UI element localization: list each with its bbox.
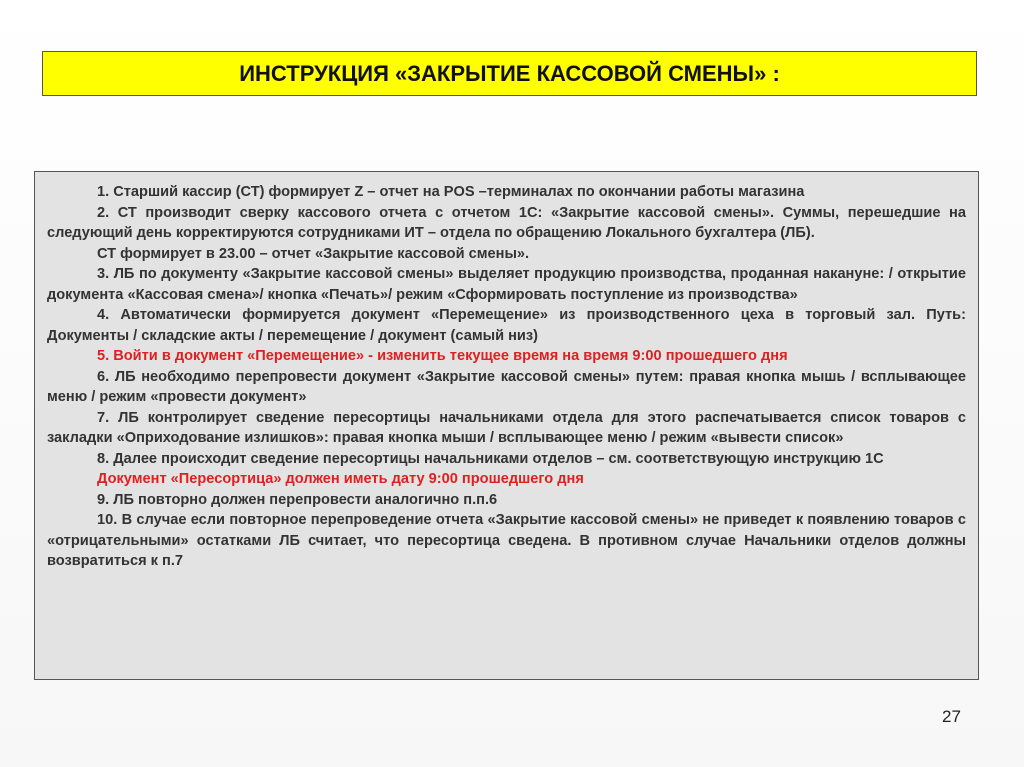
instruction-step-3: 3. ЛБ по документу «Закрытие кассовой смены» выделяет продукцию производства, проданная накануне: / открытие документа «Кассовая смена»/ кнопка «Печать»/ режим «Сформировать поступление из производства» (47, 266, 966, 303)
instruction-box (34, 171, 979, 680)
instruction-step-5: 5. Войти в документ «Перемещение» - изменить текущее время на время 9:00 прошедшего дня (97, 348, 788, 364)
instruction-step-4: 4. Автоматически формируется документ «Перемещение» из производственного цеха в торговый зал. Путь: Документы / складские акты / перемещение / документ (самый низ) (47, 307, 966, 344)
instruction-step-9: 9. ЛБ повторно должен перепровести аналогично п.п.6 (97, 491, 498, 508)
instruction-step-1: 1. Старший кассир (СТ) формирует Z – отчет на POS –терминалах по окончании работы магазина (97, 184, 805, 200)
instruction-step-2-note: СТ формирует в 23.00 – отчет «Закрытие кассовой смены». (97, 245, 530, 262)
title-banner (42, 51, 977, 96)
instruction-step-8: 8. Далее происходит сведение пересортицы начальниками отделов – см. соответствующую инструкцию 1С (97, 450, 884, 467)
instruction-step-10: 10. В случае если повторное перепроведение отчета «Закрытие кассовой смены» не приведет к появлению товаров с «отрицательными» остатками ЛБ считает, что пересортица сведена. В противном случае Начальники отделов должны возвратиться к п.7 (47, 512, 966, 569)
instruction-step-6: 6. ЛБ необходимо перепровести документ «Закрытие кассовой смены» путем: правая кнопка мышь / всплывающее меню / режим «провести документ» (47, 368, 966, 405)
page-number: 27 (942, 707, 961, 726)
instruction-step-7: 7. ЛБ контролирует сведение пересортицы начальниками отдела для этого распечатывается список товаров с закладки «Оприходование излишков»: правая кнопка мыши / всплывающее меню / режим «вывести список» (47, 409, 966, 446)
instruction-step-2: 2. СТ производит сверку кассового отчета с отчетом 1С: «Закрытие кассовой смены». Суммы, перешедшие на следующий день корректируются сотрудниками ИТ – отдела по обращению Локального бухгалтера (ЛБ). (47, 204, 966, 241)
instruction-step-8-note: Документ «Пересортица» должен иметь дату 9:00 прошедшего дня (97, 471, 584, 487)
slide-title: ИНСТРУКЦИЯ «ЗАКРЫТИЕ КАССОВОЙ СМЕНЫ» : (239, 60, 780, 86)
